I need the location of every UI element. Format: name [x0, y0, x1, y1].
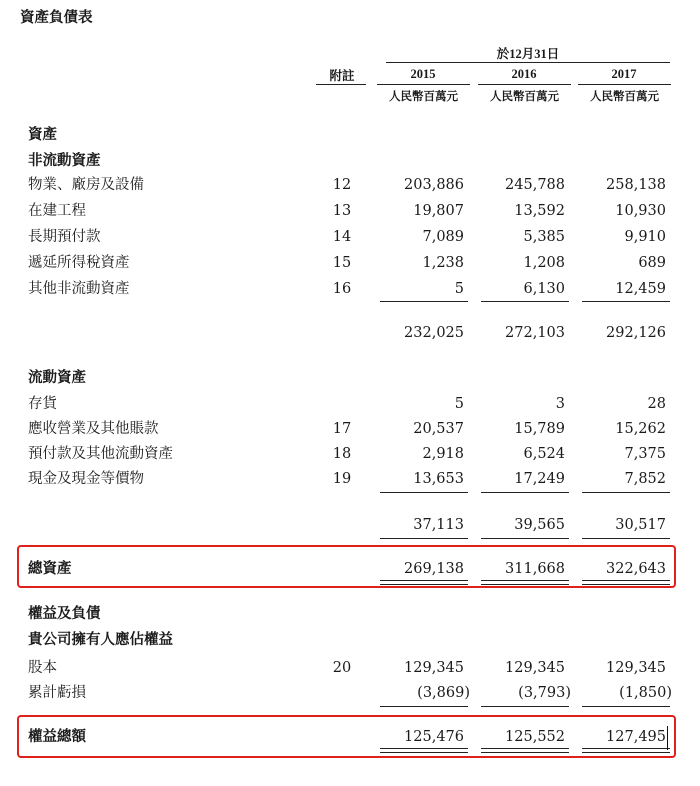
- value-2015: 203,886: [404, 177, 464, 193]
- value-2015: 1,238: [422, 255, 464, 271]
- value-2016: 17,249: [514, 471, 565, 487]
- value-2017: (1,850): [619, 685, 672, 701]
- value-2015: 129,345: [404, 660, 464, 676]
- value-2017: 127,495: [606, 729, 666, 745]
- value-2017: 9,910: [624, 229, 666, 245]
- page-title: 資產負債表: [20, 9, 93, 26]
- value-2016: 125,552: [505, 729, 565, 745]
- value-2017: 30,517: [615, 517, 666, 533]
- row-note: 17: [332, 421, 352, 437]
- value-2017: 292,126: [606, 325, 666, 341]
- value-2015: 19,807: [413, 203, 464, 219]
- value-2016: 272,103: [505, 325, 565, 341]
- value-2017: 28: [647, 396, 666, 412]
- value-2015: 269,138: [404, 561, 464, 577]
- value-2017: 7,375: [624, 446, 666, 462]
- unit-2016: 人民幣百萬元: [490, 89, 559, 103]
- unit-2017: 人民幣百萬元: [590, 89, 659, 103]
- year-2015-header: 2015: [410, 67, 436, 81]
- row-label: 其他非流動資產: [28, 281, 130, 297]
- value-2015: 125,476: [404, 729, 464, 745]
- row-note: 15: [332, 255, 352, 271]
- row-label: 存貨: [28, 396, 57, 412]
- section-current-assets: 流動資產: [28, 369, 86, 386]
- value-2016: 5,385: [523, 229, 565, 245]
- row-note: 14: [332, 229, 352, 245]
- row-label: 長期預付款: [28, 229, 101, 245]
- row-note: 16: [332, 281, 352, 297]
- row-label: 應收營業及其他賬款: [28, 421, 159, 437]
- note-column-header: 附註: [329, 69, 355, 83]
- row-label: 累計虧損: [28, 685, 86, 701]
- value-2015: 5: [454, 281, 464, 297]
- row-label: 現金及現金等價物: [28, 471, 144, 487]
- row-note: 18: [332, 446, 352, 462]
- value-2017: 12,459: [615, 281, 666, 297]
- value-2017: 258,138: [606, 177, 666, 193]
- value-2017: 10,930: [615, 203, 666, 219]
- section-non-current-assets: 非流動資產: [28, 152, 101, 169]
- value-2015: 13,653: [413, 471, 464, 487]
- value-2017: 322,643: [606, 561, 666, 577]
- value-2016: 245,788: [505, 177, 565, 193]
- text-cursor: [667, 726, 668, 750]
- period-header: 於12月31日: [496, 47, 560, 61]
- row-note: 20: [332, 660, 352, 676]
- value-2016: 6,130: [523, 281, 565, 297]
- value-2016: 39,565: [514, 517, 565, 533]
- value-2015: 5: [454, 396, 464, 412]
- value-2017: 15,262: [615, 421, 666, 437]
- value-2017: 7,852: [624, 471, 666, 487]
- value-2015: 7,089: [422, 229, 464, 245]
- row-label: 總資產: [28, 560, 72, 577]
- value-2015: (3,869): [417, 685, 470, 701]
- value-2016: 1,208: [523, 255, 565, 271]
- value-2015: 232,025: [404, 325, 464, 341]
- value-2015: 37,113: [413, 517, 464, 533]
- row-label: 股本: [28, 660, 57, 676]
- row-label: 物業、廠房及設備: [28, 177, 144, 193]
- value-2016: 13,592: [514, 203, 565, 219]
- row-label: 遞延所得稅資產: [28, 255, 130, 271]
- unit-2015: 人民幣百萬元: [389, 89, 458, 103]
- value-2016: 311,668: [505, 561, 565, 577]
- year-2017-header: 2017: [611, 67, 637, 81]
- value-2016: 129,345: [505, 660, 565, 676]
- value-2015: 20,537: [413, 421, 464, 437]
- row-label: 在建工程: [28, 203, 86, 219]
- row-label: 權益總額: [28, 728, 86, 745]
- section-equity-liabilities: 權益及負債: [28, 605, 101, 622]
- section-owners-equity: 貴公司擁有人應佔權益: [28, 631, 173, 648]
- row-note: 12: [332, 177, 352, 193]
- value-2017: 129,345: [606, 660, 666, 676]
- value-2016: 3: [555, 396, 565, 412]
- value-2016: 15,789: [514, 421, 565, 437]
- value-2015: 2,918: [422, 446, 464, 462]
- value-2016: 6,524: [523, 446, 565, 462]
- row-note: 13: [332, 203, 352, 219]
- value-2016: (3,793): [518, 685, 571, 701]
- year-2016-header: 2016: [511, 67, 537, 81]
- value-2017: 689: [638, 255, 666, 271]
- row-label: 預付款及其他流動資產: [28, 446, 173, 462]
- section-assets: 資產: [28, 126, 57, 143]
- row-note: 19: [332, 471, 352, 487]
